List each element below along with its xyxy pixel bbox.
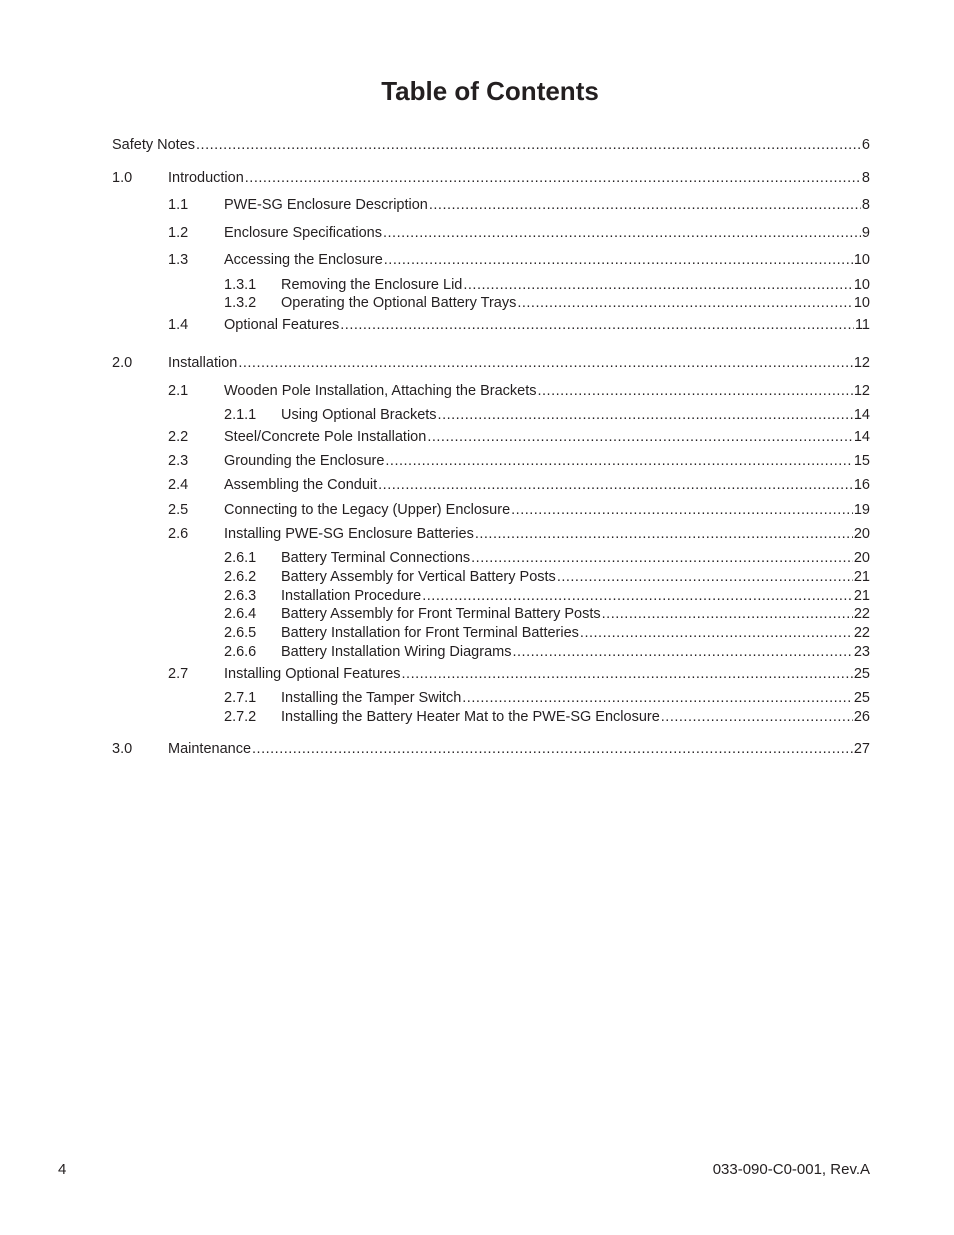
toc-entry-title: Installation [168,355,238,371]
toc-entry-page: 16 [853,477,870,493]
dot-leader [340,316,854,334]
dot-leader [438,406,853,424]
toc-entry [0,740,954,758]
toc-entry [0,196,954,214]
toc-entry-number: 1.1 [168,197,189,213]
toc-entry [0,689,954,707]
dot-leader [512,643,852,661]
dot-leader [378,476,853,494]
toc-entry [0,406,954,424]
dot-leader [245,169,861,187]
toc-entry-title: Battery Terminal Connections [281,550,471,566]
dot-leader [511,501,853,519]
dot-leader [385,452,852,470]
toc-entry-title: Connecting to the Legacy (Upper) Enclosure [224,502,511,518]
toc-entry-title: Using Optional Brackets [281,407,437,423]
toc-entry-title: Introduction [168,170,244,186]
toc-entry [0,316,954,334]
toc-entry-title: Wooden Pole Installation, Attaching the Brackets [224,383,537,399]
toc-entry-number: 1.3.1 [224,277,257,293]
toc-entry-number: 2.5 [168,502,189,518]
toc-entry-number: 2.6.5 [224,625,257,641]
dot-leader [238,354,853,372]
footer-page-number: 4 [58,1161,67,1178]
toc-entry-title: Installing the Battery Heater Mat to the PWE-SG Enclosure [281,709,660,725]
toc-entry-title: Installation Procedure [281,588,422,604]
toc-entry-title: Battery Assembly for Front Terminal Battery Posts [281,606,601,622]
toc-entry-page: 20 [853,550,870,566]
toc-entry-number: 2.2 [168,429,189,445]
toc-entry-number: 2.6.4 [224,606,257,622]
toc-entry-page: 14 [853,429,870,445]
toc-entry-number: 2.0 [112,355,133,371]
toc-entry [0,525,954,543]
toc-entry [0,382,954,400]
toc-entry [0,294,954,312]
toc-entry-page: 26 [853,709,870,725]
toc-entry-number: 1.4 [168,317,189,333]
toc-entry [0,587,954,605]
toc-entry-number: 2.7 [168,666,189,682]
toc-entry-title: Accessing the Enclosure [224,252,383,268]
page-title: Table of Contents [381,76,599,106]
toc-entry-title: Maintenance [168,741,252,757]
toc-entry [0,501,954,519]
toc-entry-page: 9 [861,225,870,241]
toc-entry-number: 1.0 [112,170,133,186]
dot-leader [602,605,853,623]
dot-leader [429,196,861,214]
toc-entry-page: 20 [853,526,870,542]
toc-entry [0,605,954,623]
toc-entry-title: Installing Optional Features [224,666,401,682]
toc-entry [0,224,954,242]
toc-entry-number: 3.0 [112,741,133,757]
toc-entry-title: Safety Notes [112,137,196,153]
toc-entry-page: 25 [853,690,870,706]
toc-entry-title: Removing the Enclosure Lid [281,277,463,293]
toc-entry-title: Operating the Optional Battery Trays [281,295,517,311]
toc-entry-page: 12 [853,383,870,399]
toc-entry-title: Steel/Concrete Pole Installation [224,429,427,445]
toc-entry-page: 14 [853,407,870,423]
toc-entry-page: 21 [853,588,870,604]
toc-entry [0,476,954,494]
toc-entry-number: 2.1 [168,383,189,399]
toc-entry [0,643,954,661]
dot-leader [422,587,853,605]
dot-leader [463,276,853,294]
toc-entry-title: Battery Assembly for Vertical Battery Posts [281,569,556,585]
toc-entry-title: Enclosure Specifications [224,225,382,241]
toc-entry-page: 10 [853,277,870,293]
toc-entry [0,568,954,586]
toc-entry-page: 10 [853,252,870,268]
toc-entry-number: 2.4 [168,477,189,493]
toc-entry-page: 25 [853,666,870,682]
toc-entry-page: 22 [853,606,870,622]
dot-leader [383,224,861,242]
toc-entry-title: Grounding the Enclosure [224,453,385,469]
toc-entry-number: 1.3 [168,252,189,268]
toc-entry [0,624,954,642]
toc-entry-page: 22 [853,625,870,641]
toc-entry-page: 8 [861,170,870,186]
toc-entry [0,452,954,470]
dot-leader [517,294,853,312]
dot-leader [471,549,853,567]
dot-leader [557,568,853,586]
toc-entry-number: 2.6.1 [224,550,257,566]
toc-entry-title: Installing PWE-SG Enclosure Batteries [224,526,474,542]
dot-leader [196,136,861,154]
dot-leader [252,740,853,758]
toc-entry-page: 23 [853,644,870,660]
toc-entry-number: 2.1.1 [224,407,257,423]
toc-entry-page: 6 [861,137,870,153]
dot-leader [402,665,853,683]
toc-entry [0,665,954,683]
toc-entry-number: 2.3 [168,453,189,469]
toc-entry-title: PWE-SG Enclosure Description [224,197,428,213]
toc-entry-title: Optional Features [224,317,340,333]
dot-leader [537,382,852,400]
toc-entry [0,276,954,294]
dot-leader [462,689,853,707]
toc-entry-page: 8 [861,197,870,213]
toc-entry [0,354,954,372]
toc-entry-number: 2.6.2 [224,569,257,585]
toc-entry [0,708,954,726]
toc-entry [0,549,954,567]
toc-entry-page: 19 [853,502,870,518]
toc-entry-number: 2.7.2 [224,709,257,725]
toc-entry-title: Assembling the Conduit [224,477,378,493]
dot-leader [475,525,853,543]
toc-entry [0,136,954,154]
toc-entry-number: 2.6.6 [224,644,257,660]
toc-entry-number: 2.7.1 [224,690,257,706]
toc-entry [0,251,954,269]
toc-entry-page: 15 [853,453,870,469]
toc-entry-page: 27 [853,741,870,757]
toc-entry-number: 1.2 [168,225,189,241]
toc-entry-title: Battery Installation for Front Terminal Batteries [281,625,579,641]
toc-entry-page: 11 [854,317,870,333]
dot-leader [580,624,853,642]
toc-entry-page: 10 [853,295,870,311]
dot-leader [384,251,853,269]
toc-entry-title: Installing the Tamper Switch [281,690,462,706]
dot-leader [427,428,853,446]
toc-entry-page: 12 [853,355,870,371]
toc-entry-number: 2.6 [168,526,189,542]
toc-entry [0,428,954,446]
toc-entry-title: Battery Installation Wiring Diagrams [281,644,512,660]
toc-entry-number: 2.6.3 [224,588,257,604]
toc-entry [0,169,954,187]
dot-leader [661,708,853,726]
footer-document-id: 033-090-C0-001, Rev.A [712,1161,870,1178]
toc-entry-number: 1.3.2 [224,295,257,311]
toc-entry-page: 21 [853,569,870,585]
